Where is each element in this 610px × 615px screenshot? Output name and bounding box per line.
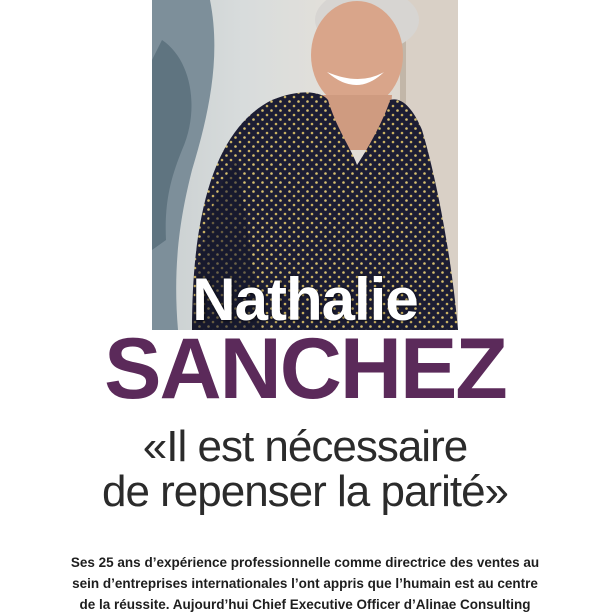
intro-line: de la réussite. Aujourd’hui Chief Executive Officer d’Alinae Consulting bbox=[79, 597, 531, 612]
first-name-heading: Nathalie bbox=[192, 266, 418, 333]
quote-line: de repenser la parité» bbox=[101, 467, 509, 516]
intro-paragraph bbox=[40, 552, 570, 615]
quote-headline bbox=[0, 424, 610, 514]
intro-line: Ses 25 ans d’expérience professionnelle comme directrice des ventes au bbox=[70, 555, 540, 570]
last-name-heading: SANCHEZ bbox=[104, 321, 506, 417]
intro-line: sein d’entreprises internationales l’ont appris que l’humain est au centre bbox=[72, 576, 538, 591]
quote-line: «Il est nécessaire bbox=[142, 422, 468, 471]
